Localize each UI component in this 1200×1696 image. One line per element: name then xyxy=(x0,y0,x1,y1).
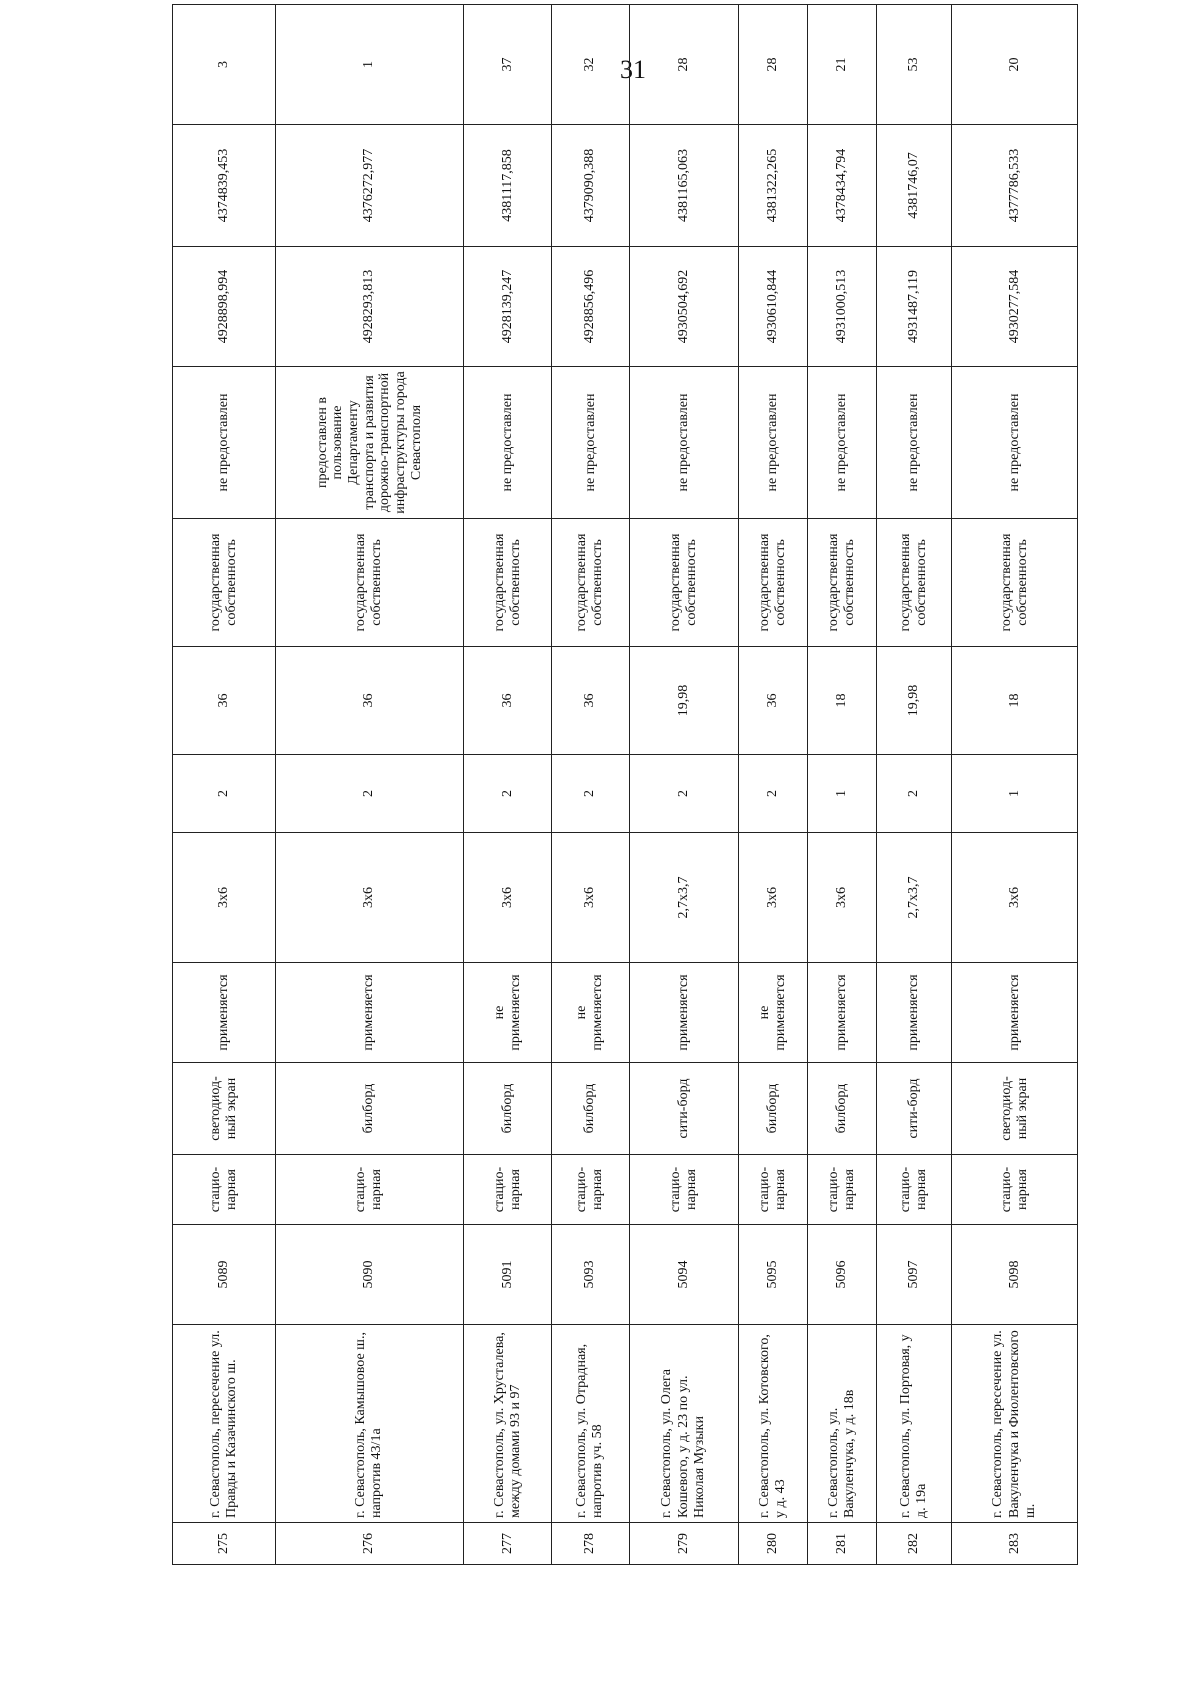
ownership-cell: государственная собственность xyxy=(275,519,464,647)
area-cell: 36 xyxy=(464,647,552,755)
count-cell: 53 xyxy=(876,5,951,125)
lighting-cell: применяется xyxy=(275,963,464,1063)
ownership-cell: государственная собственность xyxy=(807,519,876,647)
usage-status-cell: не предоставлен xyxy=(629,367,738,519)
ownership-cell: государственная собственность xyxy=(629,519,738,647)
table-region xyxy=(172,57,1078,1565)
area-cell: 18 xyxy=(952,647,1078,755)
structure-type-cell: светодиод-ный экран xyxy=(173,1063,276,1155)
row-number-cell: 281 xyxy=(807,1523,876,1565)
count-cell: 28 xyxy=(629,5,738,125)
size-cell: 3х6 xyxy=(952,833,1078,963)
address-cell: г. Севастополь, ул. Олега Кошевого, у д. 23 по ул. Николая Музыки xyxy=(629,1325,738,1523)
coordinate-y-cell: 4381746,07 xyxy=(876,125,951,247)
count-cell: 21 xyxy=(807,5,876,125)
count-cell: 28 xyxy=(738,5,807,125)
coordinate-x-cell: 4928898,994 xyxy=(173,247,276,367)
coordinate-y-cell: 4381117,858 xyxy=(464,125,552,247)
coordinate-y-cell: 4379090,388 xyxy=(552,125,630,247)
table-row xyxy=(952,5,1078,1565)
structure-kind-cell: стацио-нарная xyxy=(552,1155,630,1225)
structure-type-cell: билборд xyxy=(807,1063,876,1155)
structure-id-cell: 5094 xyxy=(629,1225,738,1325)
structure-id-cell: 5095 xyxy=(738,1225,807,1325)
coordinate-x-cell: 4928856,496 xyxy=(552,247,630,367)
structure-id-cell: 5096 xyxy=(807,1225,876,1325)
ownership-cell: государственная собственность xyxy=(464,519,552,647)
structure-type-cell: билборд xyxy=(738,1063,807,1155)
structure-id-cell: 5089 xyxy=(173,1225,276,1325)
row-number-cell: 278 xyxy=(552,1523,630,1565)
structure-kind-cell: стацио-нарная xyxy=(738,1155,807,1225)
size-cell: 3х6 xyxy=(552,833,630,963)
ownership-cell: государственная собственность xyxy=(876,519,951,647)
address-cell: г. Севастополь, пересечение ул. Вакуленчука и Фиолентовского ш. xyxy=(952,1325,1078,1523)
size-cell: 3х6 xyxy=(464,833,552,963)
sides-cell: 1 xyxy=(807,755,876,833)
lighting-cell: применяется xyxy=(629,963,738,1063)
usage-status-cell: не предоставлен xyxy=(807,367,876,519)
structure-id-cell: 5093 xyxy=(552,1225,630,1325)
lighting-cell: применяется xyxy=(952,963,1078,1063)
coordinate-x-cell: 4931000,513 xyxy=(807,247,876,367)
size-cell: 2,7х3,7 xyxy=(629,833,738,963)
lighting-cell: применяется xyxy=(173,963,276,1063)
coordinate-y-cell: 4381322,265 xyxy=(738,125,807,247)
structure-kind-cell: стацио-нарная xyxy=(807,1155,876,1225)
ownership-cell: государственная собственность xyxy=(552,519,630,647)
row-number-cell: 277 xyxy=(464,1523,552,1565)
table-row xyxy=(275,5,464,1565)
size-cell: 3х6 xyxy=(275,833,464,963)
sides-cell: 2 xyxy=(464,755,552,833)
count-cell: 3 xyxy=(173,5,276,125)
structure-type-cell: билборд xyxy=(275,1063,464,1155)
table-body xyxy=(173,5,1078,1565)
area-cell: 36 xyxy=(552,647,630,755)
structure-id-cell: 5098 xyxy=(952,1225,1078,1325)
usage-status-cell: не предоставлен xyxy=(552,367,630,519)
structure-type-cell: сити-борд xyxy=(629,1063,738,1155)
row-number-cell: 279 xyxy=(629,1523,738,1565)
coordinate-x-cell: 4930277,584 xyxy=(952,247,1078,367)
coordinate-y-cell: 4378434,794 xyxy=(807,125,876,247)
usage-status-cell: не предоставлен xyxy=(876,367,951,519)
table-row xyxy=(552,5,630,1565)
structure-type-cell: светодиод-ный экран xyxy=(952,1063,1078,1155)
address-cell: г. Севастополь, Камышовое ш., напротив 43/1а xyxy=(275,1325,464,1523)
usage-status-cell: не предоставлен xyxy=(738,367,807,519)
table-row xyxy=(738,5,807,1565)
address-cell: г. Севастополь, ул. Хрусталева, между домами 93 и 97 xyxy=(464,1325,552,1523)
structure-type-cell: билборд xyxy=(464,1063,552,1155)
table-row xyxy=(464,5,552,1565)
count-cell: 20 xyxy=(952,5,1078,125)
structure-kind-cell: стацио-нарная xyxy=(952,1155,1078,1225)
address-cell: г. Севастополь, ул. Вакуленчука, у д. 18в xyxy=(807,1325,876,1523)
structure-id-cell: 5090 xyxy=(275,1225,464,1325)
structure-kind-cell: стацио-нарная xyxy=(464,1155,552,1225)
coordinate-x-cell: 4928293,813 xyxy=(275,247,464,367)
lighting-cell: применяется xyxy=(876,963,951,1063)
structure-kind-cell: стацио-нарная xyxy=(173,1155,276,1225)
address-cell: г. Севастополь, ул. Портовая, у д. 19а xyxy=(876,1325,951,1523)
structure-kind-cell: стацио-нарная xyxy=(629,1155,738,1225)
count-cell: 1 xyxy=(275,5,464,125)
lighting-cell: не применяется xyxy=(738,963,807,1063)
structure-kind-cell: стацио-нарная xyxy=(275,1155,464,1225)
address-cell: г. Севастополь, ул. Отрадная, напротив уч. 58 xyxy=(552,1325,630,1523)
row-number-cell: 275 xyxy=(173,1523,276,1565)
area-cell: 36 xyxy=(173,647,276,755)
structure-id-cell: 5091 xyxy=(464,1225,552,1325)
sides-cell: 2 xyxy=(876,755,951,833)
table-row xyxy=(807,5,876,1565)
advertising-structures-table xyxy=(172,4,1078,1565)
usage-status-cell: не предоставлен xyxy=(464,367,552,519)
structure-type-cell: сити-борд xyxy=(876,1063,951,1155)
rotated-table-container xyxy=(172,57,1078,1565)
sides-cell: 2 xyxy=(629,755,738,833)
usage-status-cell: не предоставлен xyxy=(173,367,276,519)
area-cell: 36 xyxy=(275,647,464,755)
ownership-cell: государственная собственность xyxy=(952,519,1078,647)
coordinate-x-cell: 4930610,844 xyxy=(738,247,807,367)
lighting-cell: не применяется xyxy=(464,963,552,1063)
row-number-cell: 282 xyxy=(876,1523,951,1565)
sides-cell: 2 xyxy=(552,755,630,833)
ownership-cell: государственная собственность xyxy=(173,519,276,647)
lighting-cell: не применяется xyxy=(552,963,630,1063)
area-cell: 18 xyxy=(807,647,876,755)
usage-status-cell: не предоставлен xyxy=(952,367,1078,519)
count-cell: 37 xyxy=(464,5,552,125)
table-row xyxy=(876,5,951,1565)
usage-status-cell: предоставлен в пользование Департаменту транспорта и развития дорожно-транспортной инфраструктуры города Севастополя xyxy=(275,367,464,519)
sides-cell: 2 xyxy=(738,755,807,833)
size-cell: 3х6 xyxy=(807,833,876,963)
lighting-cell: применяется xyxy=(807,963,876,1063)
row-number-cell: 283 xyxy=(952,1523,1078,1565)
area-cell: 19,98 xyxy=(629,647,738,755)
coordinate-y-cell: 4377786,533 xyxy=(952,125,1078,247)
sides-cell: 1 xyxy=(952,755,1078,833)
coordinate-x-cell: 4928139,247 xyxy=(464,247,552,367)
table-row xyxy=(173,5,276,1565)
sides-cell: 2 xyxy=(173,755,276,833)
page-number: 31 xyxy=(620,55,646,84)
size-cell: 3х6 xyxy=(173,833,276,963)
ownership-cell: государственная собственность xyxy=(738,519,807,647)
coordinate-y-cell: 4376272,977 xyxy=(275,125,464,247)
area-cell: 19,98 xyxy=(876,647,951,755)
address-cell: г. Севастополь, ул. Котовского, у д. 43 xyxy=(738,1325,807,1523)
structure-id-cell: 5097 xyxy=(876,1225,951,1325)
coordinate-x-cell: 4930504,692 xyxy=(629,247,738,367)
coordinate-y-cell: 4381165,063 xyxy=(629,125,738,247)
area-cell: 36 xyxy=(738,647,807,755)
count-cell: 32 xyxy=(552,5,630,125)
size-cell: 3х6 xyxy=(738,833,807,963)
table-row xyxy=(629,5,738,1565)
coordinate-x-cell: 4931487,119 xyxy=(876,247,951,367)
structure-type-cell: билборд xyxy=(552,1063,630,1155)
row-number-cell: 276 xyxy=(275,1523,464,1565)
address-cell: г. Севастополь, пересечение ул. Правды и Казачинского ш. xyxy=(173,1325,276,1523)
row-number-cell: 280 xyxy=(738,1523,807,1565)
structure-kind-cell: стацио-нарная xyxy=(876,1155,951,1225)
sides-cell: 2 xyxy=(275,755,464,833)
size-cell: 2,7х3,7 xyxy=(876,833,951,963)
coordinate-y-cell: 4374839,453 xyxy=(173,125,276,247)
